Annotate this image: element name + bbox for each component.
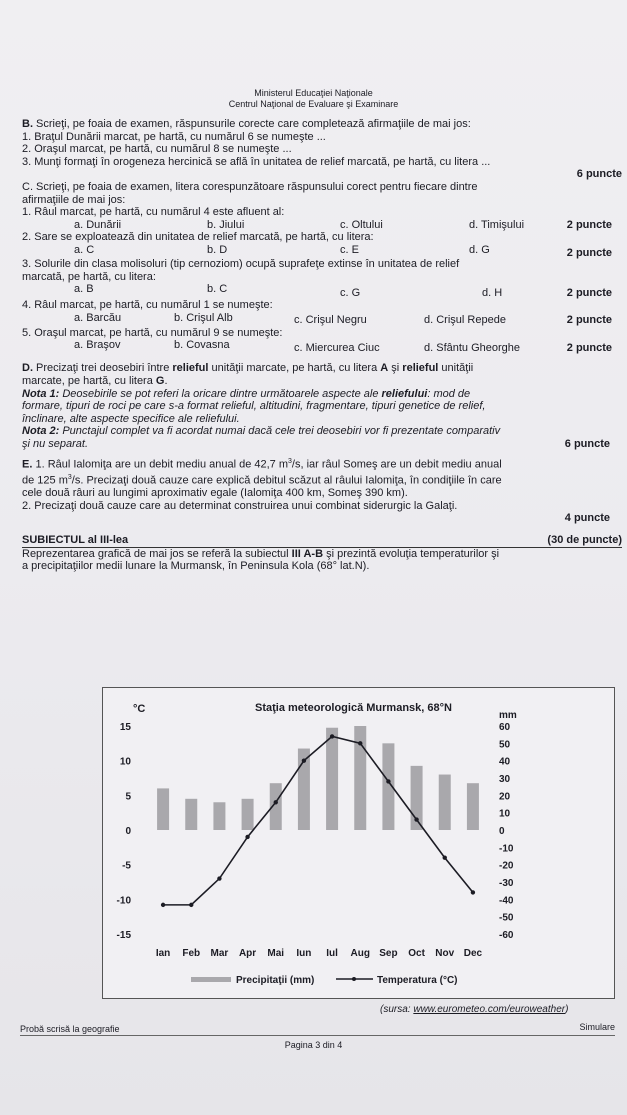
- x-tick-label: Iun: [296, 948, 312, 959]
- right-tick-label: -60: [499, 930, 514, 941]
- points: 2 puncte: [566, 218, 612, 231]
- nota-2-text: Punctajul complet va fi acordat numai dacă cele trei deosebiri vor fi prezentate comparativ: [59, 425, 501, 438]
- left-tick-label: 15: [119, 722, 131, 733]
- left-tick-label: -10: [116, 895, 131, 907]
- right-tick-label: 60: [499, 722, 511, 733]
- header-line-2: Centrul Naţional de Evaluare şi Examinare: [228, 99, 399, 109]
- exam-content: [22, 118, 622, 573]
- source-prefix: (sursa:: [380, 1004, 414, 1015]
- temperature-point: [189, 903, 193, 907]
- option-d: d. G: [469, 243, 490, 256]
- footer-divider: [20, 1035, 615, 1036]
- left-tick-label: 0: [125, 826, 131, 837]
- option-a: a. Dunării: [74, 218, 122, 231]
- section-c-q4: 4. Râul marcat, pe hartă, cu numărul 1 se numeşte:: [22, 299, 273, 312]
- section-c-q3-options: [22, 283, 622, 299]
- climate-chart-svg: [103, 688, 614, 998]
- section-b-intro: B. Scrieţi, pe foaia de examen, răspunsurile corecte care completează afirmaţiile de mai jos:: [22, 118, 471, 130]
- option-d: d. Crişul Repede: [424, 313, 506, 326]
- source-suffix: ): [565, 1004, 569, 1015]
- left-tick-label: 10: [119, 756, 131, 768]
- nota-2-label: Nota 2:: [22, 425, 60, 438]
- section-e-line-4: 2. Precizaţi două cauze care au determinat construirea unui combinat siderurgic la Galaţi.: [22, 499, 458, 512]
- footer-left: Probă scrisă la geografie: [20, 1024, 120, 1034]
- right-tick-label: -30: [499, 878, 514, 889]
- section-e-line-2: de 125 $m^3/s$. Precizaţi două cauze care explică debitul scăzut al râului Ialomiţa, în condiţiile în care: [22, 473, 502, 487]
- option-c: c. Miercurea Ciuc: [294, 342, 380, 355]
- precip-bar: [157, 788, 169, 830]
- precip-bar: [185, 799, 197, 830]
- temperature-point: [330, 734, 334, 738]
- nota-2-line-2: şi nu separat.: [22, 437, 89, 450]
- source-link[interactable]: www.eurometeo.com/euroweather: [413, 1004, 566, 1015]
- option-d: d. H: [482, 287, 503, 300]
- subiect-3-line-2: a precipitaţiilor medii lunare la Murmansk, în Peninsula Kola (68° lat.N).: [22, 560, 370, 573]
- right-axis-label: mm: [499, 710, 517, 721]
- option-a: a. C: [74, 243, 95, 256]
- temperature-point: [443, 856, 447, 860]
- temperature-line: [163, 736, 473, 904]
- section-c-q1-options: [22, 219, 622, 232]
- section-c-q3-1: 3. Solurile din clasa molisoluri (tip cernoziom) ocupă suprafeţe extinse în unitatea de relief: [22, 257, 460, 270]
- right-tick-label: -50: [499, 912, 514, 924]
- subiect-3-points: (30 de puncte): [547, 534, 622, 547]
- left-axis-label: °C: [133, 703, 146, 715]
- left-tick-label: -15: [116, 930, 131, 941]
- x-tick-label: Mai: [267, 948, 285, 959]
- legend-bar-label: Precipitaţii (mm): [236, 975, 315, 986]
- subiect-3-line-1: Reprezentarea grafică de mai jos se referă la subiectul III A-B şi prezintă evoluţia temperaturilor şi: [22, 547, 500, 560]
- right-tick-label: 40: [499, 756, 511, 768]
- temperature-point: [161, 903, 165, 907]
- section-d-points: 6 puncte: [564, 437, 610, 450]
- right-tick-label: -40: [499, 895, 514, 907]
- section-b-points: 6 puncte: [576, 168, 622, 181]
- subiect-3-title: SUBIECTUL al III-lea: [22, 534, 129, 547]
- precip-bar: [439, 775, 451, 830]
- section-b-q1: 1. Braţul Dunării marcat, pe hartă, cu numărul 6 se numeşte ...: [22, 130, 326, 143]
- right-tick-label: 10: [499, 808, 511, 820]
- legend: [191, 975, 458, 986]
- x-tick-label: Mar: [210, 948, 229, 959]
- precip-bar: [326, 728, 338, 830]
- nota-2-line-1: [22, 425, 622, 438]
- section-b-q3: 3. Munţi formaţi în orogeneza hercinică se află în unitatea de relief marcată, pe hartă, cu litera ...: [22, 155, 491, 168]
- chart-title: Staţia meteorologică Murmansk, 68°N: [255, 702, 452, 714]
- right-tick-label: -20: [499, 860, 514, 872]
- temperature-point: [274, 800, 278, 804]
- section-c-intro-2: afirmaţiile de mai jos:: [22, 193, 126, 206]
- right-tick-label: -10: [499, 843, 514, 855]
- page-number: Pagina 3 din 4: [284, 1040, 343, 1050]
- left-tick-label: 5: [125, 791, 131, 803]
- option-a: a. Barcău: [74, 311, 122, 324]
- temperature-point: [414, 817, 418, 821]
- points: 2 puncte: [566, 287, 612, 300]
- temperature-point: [471, 890, 475, 894]
- right-tick-label: 30: [499, 774, 511, 785]
- section-d-line-1: D. Precizaţi trei deosebiri între relieful unităţii marcate, pe hartă, cu litera A şi relieful unităţii: [22, 362, 474, 375]
- option-b: b. C: [207, 283, 228, 296]
- option-b: b. Jiului: [207, 218, 245, 231]
- right-tick-label: 50: [499, 739, 511, 751]
- subiect-3-title-row: [22, 534, 622, 548]
- x-tick-label: Oct: [408, 948, 425, 959]
- section-c-intro-1: C. Scrieţi, pe foaia de examen, litera corespunzătoare răspunsului corect pentru fiecare dintre: [22, 180, 478, 193]
- section-c-q1: 1. Râul marcat, pe hartă, cu numărul 4 este afluent al:: [22, 206, 285, 219]
- option-b: b. Covasna: [174, 339, 230, 352]
- section-e-line-3: cele două râuri au lungimi aproximativ egale (Ialomiţa 400 km, Someş 390 km).: [22, 486, 408, 499]
- temperature-point: [358, 741, 362, 745]
- temperature-point: [245, 835, 249, 839]
- left-tick-label: -5: [122, 860, 131, 872]
- option-c: c. E: [340, 243, 359, 256]
- points: 2 puncte: [566, 246, 612, 259]
- x-tick-label: Feb: [182, 948, 201, 959]
- header-line-1: Ministerul Educaţiei Naţionale: [254, 88, 373, 98]
- precip-bar: [213, 802, 225, 830]
- x-tick-label: Sep: [379, 948, 398, 959]
- right-tick-label: 0: [499, 826, 505, 837]
- section-b-q2: 2. Oraşul marcat, pe hartă, cu numărul 8 se numeşte ...: [22, 143, 292, 156]
- x-tick-label: Iul: [326, 948, 338, 959]
- temperature-point: [302, 758, 306, 762]
- option-d: d. Timişului: [469, 218, 525, 231]
- option-c: c. G: [340, 287, 361, 300]
- points: 2 puncte: [566, 313, 612, 326]
- nota-1-line-2: formare, tipuri de roci pe care s-a format relieful, altitudini, fragmentare, tipuri genetice de relief,: [22, 400, 486, 413]
- legend-bar-swatch: [191, 977, 231, 982]
- section-c-q5-options: [22, 339, 622, 356]
- section-c-q5: 5. Oraşul marcat, pe hartă, cu numărul 9 se numeşte:: [22, 326, 283, 339]
- section-c-q3-2: marcată, pe hartă, cu litera:: [22, 270, 156, 283]
- option-b: b. D: [207, 243, 228, 256]
- option-a: a. Braşov: [74, 339, 121, 352]
- section-c-q4-options: [22, 312, 622, 327]
- section-d-line-2: marcate, pe hartă, cu litera G.: [22, 374, 168, 387]
- option-d: d. Sfântu Gheorghe: [424, 342, 521, 355]
- footer-right: Simulare: [579, 1022, 615, 1032]
- points: 2 puncte: [566, 342, 612, 355]
- section-e-points: 4 puncte: [564, 512, 610, 525]
- nota-1-line-3: înclinare, alte aspecte specifice ale reliefului.: [22, 412, 240, 425]
- precip-bar: [242, 799, 254, 830]
- temperature-point: [217, 876, 221, 880]
- x-tick-label: Ian: [155, 948, 171, 959]
- option-b: b. Crişul Alb: [174, 311, 233, 324]
- climate-chart: [102, 687, 615, 999]
- legend-line-marker: [352, 977, 356, 981]
- option-c: c. Crişul Negru: [294, 313, 367, 326]
- precip-bar: [467, 783, 479, 830]
- option-c: c. Oltului: [340, 218, 383, 231]
- section-e-line-1: E. 1. Râul Ialomiţa are un debit mediu anual de 42,7 $m^3/s$, iar râul Someş are un debit mediu anual: [22, 458, 502, 472]
- x-tick-label: Aug: [350, 948, 370, 959]
- temperature-point: [386, 779, 390, 783]
- x-tick-label: Nov: [435, 948, 455, 959]
- nota-1-line-1: Nota 1: Deosebirile se pot referi la oricare dintre următoarele aspecte ale reliefului: mod de: [22, 387, 471, 400]
- x-tick-label: Apr: [238, 948, 257, 959]
- page-header: [0, 88, 627, 110]
- option-a: a. B: [74, 283, 94, 296]
- section-c-q2: 2. Sare se exploatează din unitatea de relief marcată, pe hartă, cu litera:: [22, 231, 374, 244]
- source-note: [380, 1004, 568, 1015]
- right-tick-label: 20: [499, 791, 511, 803]
- x-tick-label: Dec: [463, 948, 483, 959]
- section-c-q2-options: [22, 244, 622, 258]
- legend-line-label: Temperatura (°C): [377, 975, 458, 986]
